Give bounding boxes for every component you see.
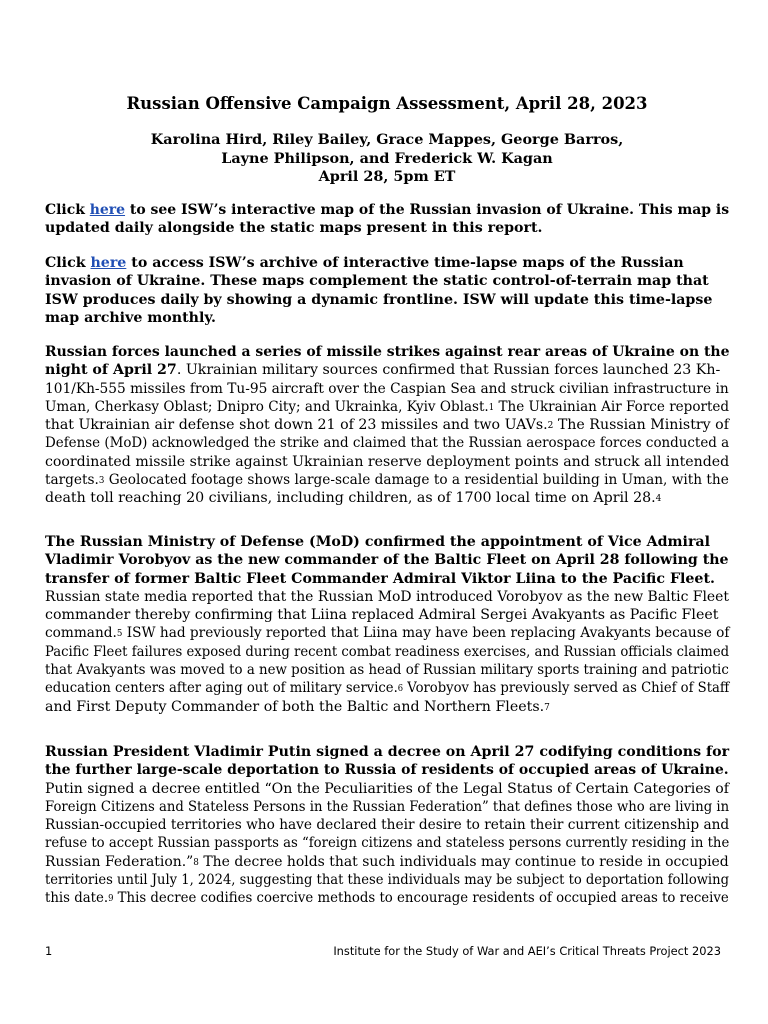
time-lapse-archive-notice: Click here to access ISW’s archive of interactive time-lapse maps of the Russian invasion of Ukraine. These maps complement the static control-of-terrain map that ISW produces daily by showing a dynamic frontline. ISW will update this time-lapse map archive monthly. — [45, 255, 713, 326]
deportation-decree-paragraph: Russian President Vladimir Putin signed a decree on April 27 codifying conditions for the further large-scale deportation to Russia of residents of occupied areas of Ukraine. Putin signed a decree entitled “On the Peculiarities of the Legal Status of Certain Categories of Foreign Citizens and Stateless Persons in the Russian Federation” that defines those who are living in Russian-occupied territories who have declared their desire to retain their current citizenship and refuse to accept Russian passports as “foreign citizens and stateless persons currently residing in the Russian Federation.”8 The decree holds that such individuals may continue to reside in occupied territories until July 1, 2024, suggesting that these individuals may be subject to deportation following this date.9 This decree codifies coercive methods to encourage residents of occupied areas to receive — [45, 744, 730, 907]
footer-institution: Institute for the Study of War and AEI’s Critical Threats Project 2023 — [333, 944, 721, 958]
report-title: Russian Offensive Campaign Assessment, April 28, 2023 — [126, 94, 648, 113]
footnote-ref[interactable]: 5 — [116, 629, 123, 640]
interactive-map-link[interactable]: here — [89, 202, 126, 218]
authors-line-1: Karolina Hird, Riley Bailey, Grace Mappes, George Barros, — [150, 131, 624, 148]
footnote-ref[interactable]: 2 — [547, 421, 554, 432]
authors-line-2: Layne Philipson, and Frederick W. Kagan — [221, 149, 553, 167]
report-date: April 28, 5pm ET — [318, 168, 456, 185]
page-number: 1 — [45, 944, 53, 958]
footnote-ref[interactable]: 6 — [397, 684, 404, 695]
missile-strikes-paragraph: Russian forces launched a series of missile strikes against rear areas of Ukraine on the night of April 27. Ukrainian military sources confirmed that Russian forces launched 23 Kh- 101/Kh-555 missiles from Tu-95 aircraft over the Caspian Sea and struck civilian infrastructure in Uman, Cherkasy Oblast; Dnipro City; and Ukrainka, Kyiv Oblast.1 The Ukrainian Air Force reported that Ukrainian air defense shot down 21 of 23 missiles and two UAVs.2 The Russian Ministry of Defense (MoD) acknowledged the strike and claimed that the Russian aerospace forces conducted a coordinated missile strike against Ukrainian reserve deployment points and struck all intended targets.3 Geolocated footage shows large-scale damage to a residential building in Uman, with the death toll reaching 20 civilians, including children, as of 1700 local time on April 28.4 — [45, 344, 730, 507]
time-lapse-archive-link[interactable]: here — [90, 255, 127, 271]
page-footer — [45, 942, 721, 960]
footnote-ref[interactable]: 1 — [488, 402, 495, 413]
author-block — [45, 131, 729, 187]
footnote-ref[interactable]: 9 — [108, 894, 114, 905]
interactive-map-notice: Click here to see ISW’s interactive map of the Russian invasion of Ukraine. This map is updated daily alongside the static maps present in this report. — [45, 202, 730, 237]
footnote-ref[interactable]: 8 — [193, 857, 199, 868]
footnote-ref[interactable]: 4 — [655, 494, 662, 505]
footnote-ref[interactable]: 3 — [98, 476, 105, 487]
baltic-fleet-paragraph: The Russian Ministry of Defense (MoD) confirmed the appointment of Vice Admiral Vladimir Vorobyov as the new commander of the Baltic Fleet on April 28 following the transfer of former Baltic Fleet Commander Admiral Viktor Liina to the Pacific Fleet. Russian state media reported that the Russian MoD introduced Vorobyov as the new Baltic Fleet commander thereby confirming that Liina replaced Admiral Sergei Avakyants as Pacific Fleet command.5 ISW had previously reported that Liina may have been replacing Avakyants because of Pacific Fleet failures exposed during recent combat readiness exercises, and Russian officials claimed that Avakyants was moved to a new position as head of Russian military sports training and patriotic education centers after aging out of military service.6 Vorobyov has previously served as Chief of Staff and First Deputy Commander of both the Baltic and Northern Fleets.7 — [45, 534, 730, 715]
footnote-ref[interactable]: 7 — [544, 702, 550, 713]
